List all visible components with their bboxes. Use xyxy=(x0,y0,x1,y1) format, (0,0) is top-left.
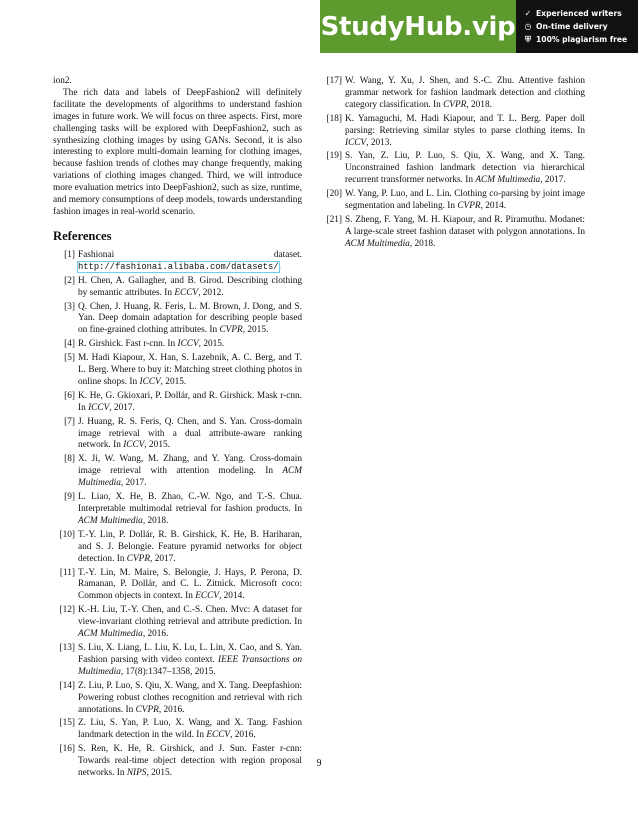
reference-details: . xyxy=(278,261,281,272)
reference-number: [7] xyxy=(64,416,75,427)
reference-text xyxy=(345,114,585,148)
banner-features xyxy=(516,0,638,53)
reference-details: , 2013. xyxy=(366,137,392,148)
reference-authors-title: M. Hadi Kiapour, X. Han, S. Lazebnik, A. C. Berg, and T. L. Berg. Where to buy it: Matching street clothing photos in online shops. In xyxy=(78,353,302,387)
reference-authors-title: T.-Y. Lin, P. Dollár, R. B. Girshick, K. He, B. Hariharan, and S. J. Belongie. Feature pyramid networks for object detection. In xyxy=(78,529,302,564)
reference-number: [2] xyxy=(64,275,75,286)
reference-details: , 2016. xyxy=(230,730,256,741)
reference-number: [13] xyxy=(59,642,75,653)
reference-number: [6] xyxy=(64,390,75,401)
reference-item xyxy=(53,718,302,742)
reference-text xyxy=(78,339,224,349)
banner-feature xyxy=(524,7,638,20)
reference-url-link[interactable]: http://fashionai.alibaba.com/datasets/ xyxy=(78,261,279,272)
reference-text xyxy=(78,417,302,451)
reference-venue: ACM Multimedia xyxy=(345,238,410,249)
reference-authors-title: T.-Y. Lin, M. Maire, S. Belongie, J. Hays, P. Perona, D. Ramanan, P. Dollár, and C. L. Zitnick. Microsoft coco: Common objects in context. In xyxy=(78,567,302,602)
check-icon: ✓ xyxy=(524,9,532,18)
reference-text xyxy=(78,530,302,564)
reference-authors-title: R. Girshick. Fast r-cnn. In xyxy=(78,339,178,350)
reference-text xyxy=(78,681,302,715)
reference-number: [9] xyxy=(64,492,75,503)
reference-authors-title: S. Zheng, F. Yang, M. H. Kiapour, and R. Piramuthu. Modanet: A large-scale street fashion dataset with polygon annotations. In xyxy=(345,214,585,237)
reference-number: [1] xyxy=(64,249,75,260)
reference-venue: ICCV xyxy=(345,137,367,148)
reference-text xyxy=(78,718,302,740)
reference-number: [21] xyxy=(326,214,342,225)
reference-details: , 2017. xyxy=(540,175,566,186)
reference-text xyxy=(78,302,302,336)
reference-venue: ACM Multimedia xyxy=(78,515,143,526)
reference-number: [15] xyxy=(59,718,75,729)
reference-venue: CVPR xyxy=(135,704,159,715)
reference-authors-title: W. Wang, Y. Xu, J. Shen, and S.-C. Zhu. Attentive fashion grammar network for fashion landmark detection and clothing category classification. In xyxy=(345,76,585,110)
reference-authors-title: S. Ren, K. He, R. Girshick, and J. Sun. Faster r-cnn: Towards real-time object detection with region proposal networks. In xyxy=(78,744,302,779)
reference-item xyxy=(53,250,302,274)
reference-number: [11] xyxy=(59,567,75,578)
reference-number: [16] xyxy=(59,744,75,755)
reference-text xyxy=(78,605,302,639)
reference-item xyxy=(53,643,302,679)
reference-list-right xyxy=(320,76,585,251)
studyhub-banner[interactable] xyxy=(320,0,638,53)
reference-details: , 2015. xyxy=(144,440,170,451)
reference-item xyxy=(53,302,302,338)
reference-details: , 17(8):1347–1358, 2015. xyxy=(120,666,216,677)
reference-text xyxy=(78,391,302,413)
banner-feature xyxy=(524,20,638,33)
reference-venue: CVPR xyxy=(443,99,467,110)
reference-item xyxy=(53,276,302,300)
reference-authors-title: S. Yan, Z. Liu, P. Luo, S. Qiu, X. Wang, and X. Tang. Unconstrained fashion landmark detection via hierarchical recurrent transformer networks. In xyxy=(345,151,585,186)
reference-text xyxy=(345,215,585,249)
reference-text xyxy=(78,454,302,488)
reference-authors-title: K.-H. Liu, T.-Y. Chen, and C.-S. Chen. Mvc: A dataset for view-invariant clothing retrieval and attribute prediction. In xyxy=(78,605,302,628)
reference-item xyxy=(53,492,302,528)
reference-text xyxy=(78,353,302,387)
reference-text xyxy=(345,189,585,211)
reference-venue: ICCV xyxy=(88,402,110,413)
reference-details: , 2017. xyxy=(120,478,147,489)
banner-feature-text: On-time delivery xyxy=(536,22,608,31)
reference-details: , 2017. xyxy=(109,402,135,413)
reference-authors-title: Z. Liu, S. Yan, P. Luo, X. Wang, and X. Tang. Fashion landmark detection in the wild. In xyxy=(78,718,302,741)
reference-number: [19] xyxy=(326,151,342,162)
paragraph: The rich data and labels of DeepFashion2 will definitely facilitate the developments of algorithms to understand fashion images in future work. We will focus on three aspects. First, more challenging tasks will be explored with DeepFashion2, such as synthesizing clothing images by using GANs. Second, it is also interesting to explore multi-domain learning for clothing images, because fashion trends of clothes may change frequently, making variations of clothing images changed. Third, we will introduce more evaluation metrics into DeepFashion2, such as size, runtime, and memory consumptions of deep models, towards understanding fashion images in real-world scenario. xyxy=(53,87,302,217)
reference-details: , 2018. xyxy=(466,99,492,110)
reference-number: [18] xyxy=(326,113,342,124)
reference-number: [5] xyxy=(64,353,75,364)
reference-details: , 2014. xyxy=(480,201,507,212)
reference-number: [12] xyxy=(59,605,75,616)
reference-venue: ACM Multimedia xyxy=(78,629,143,640)
reference-item xyxy=(53,417,302,453)
reference-number: [3] xyxy=(64,301,75,312)
reference-item xyxy=(320,215,585,251)
reference-details: , 2018. xyxy=(409,238,436,249)
reference-authors-title: X. Ji, W. Wang, M. Zhang, and Y. Yang. Cross-domain image retrieval with attention modeling. In xyxy=(78,454,302,477)
banner-feature-text: 100% plagiarism free xyxy=(536,35,628,44)
reference-authors-title: L. Liao, X. He, B. Zhao, C.-W. Ngo, and T.-S. Chua. Interpretable multimodal retrieval for fashion products. In xyxy=(78,492,302,514)
reference-text xyxy=(78,568,302,602)
conclusion-text xyxy=(53,76,302,219)
reference-venue: CVPR xyxy=(457,201,481,212)
reference-venue: ICCV xyxy=(177,339,199,350)
right-column xyxy=(320,76,585,253)
reference-authors-title: S. Liu, X. Liang, L. Liu, K. Lu, L. Lin, X. Cao, and S. Yan. Fashion parsing with video context. xyxy=(78,642,302,665)
references-heading: References xyxy=(53,228,112,243)
reference-details: , 2017. xyxy=(150,553,176,564)
reference-item xyxy=(320,189,585,213)
reference-list-left xyxy=(53,250,302,780)
reference-authors-title: H. Chen, A. Gallagher, and B. Girod. Describing clothing by semantic attributes. In xyxy=(78,275,302,298)
reference-authors-title: K. He, G. Gkioxari, P. Dollár, and R. Girshick. Mask r-cnn. In xyxy=(78,390,302,413)
page-number: 9 xyxy=(316,758,322,769)
reference-details: , 2015. xyxy=(242,325,269,336)
reference-number: [8] xyxy=(64,454,75,465)
reference-venue: CVPR xyxy=(126,553,151,564)
reference-venue: NIPS xyxy=(126,768,147,779)
reference-venue: ACM Multimedia xyxy=(475,175,541,186)
reference-venue: ECCV xyxy=(195,591,219,602)
reference-venue: ECCV xyxy=(206,730,231,741)
reference-text xyxy=(78,492,302,526)
reference-details: , 2015. xyxy=(198,339,225,350)
reference-authors-title: Z. Liu, P. Luo, S. Qiu, X. Wang, and X. Tang. Deepfashion: Powering robust clothes recognition and retrieval with rich annotations. In xyxy=(78,680,302,715)
reference-venue: ECCV xyxy=(174,287,199,298)
reference-venue: ACM Multimedia xyxy=(78,466,302,489)
reference-item xyxy=(53,681,302,717)
reference-number: [17] xyxy=(326,76,342,86)
reference-number: [10] xyxy=(59,529,75,540)
reference-details: , 2015. xyxy=(160,376,187,387)
reference-number: [4] xyxy=(64,339,75,350)
reference-text xyxy=(78,643,302,677)
reference-item xyxy=(53,605,302,641)
reference-details: , 2018. xyxy=(142,515,169,526)
reference-authors-title: W. Yang, P. Luo, and L. Lin. Clothing co-parsing by joint image segmentation and labeling. In xyxy=(345,189,585,212)
left-column xyxy=(53,76,302,782)
reference-details: , 2014. xyxy=(219,591,245,602)
reference-authors-title: Q. Chen, J. Huang, R. Feris, L. M. Brown, J. Dong, and S. Yan. Deep domain adaptation for describing people based on fine-grained clothing attributes. In xyxy=(78,301,302,336)
reference-details: , 2015. xyxy=(146,768,173,779)
reference-item xyxy=(320,76,585,112)
reference-venue: ICCV xyxy=(139,376,161,387)
reference-item xyxy=(53,391,302,415)
reference-item xyxy=(53,568,302,604)
reference-text xyxy=(78,276,302,298)
reference-authors-title: Fashionai dataset. xyxy=(78,249,302,260)
reference-text xyxy=(345,76,585,110)
banner-feature-text: Experienced writers xyxy=(536,9,622,18)
shield-icon: ⛨ xyxy=(525,35,531,44)
banner-feature xyxy=(524,33,638,46)
reference-authors-title: K. Yamaguchi, M. Hadi Kiapour, and T. L. Berg. Paper doll parsing: Retrieving similar styles to parse clothing items. In xyxy=(345,113,585,136)
reference-details: , 2012. xyxy=(198,287,224,298)
clock-icon: ◷ xyxy=(524,22,532,31)
reference-venue: ICCV xyxy=(123,440,145,451)
reference-number: [14] xyxy=(59,680,75,691)
reference-authors-title: J. Huang, R. S. Feris, Q. Chen, and S. Yan. Cross-domain image retrieval with a dual attribute-aware ranking network. In xyxy=(78,416,302,451)
reference-item xyxy=(320,114,585,150)
paragraph: ion2. xyxy=(53,76,72,86)
reference-venue: CVPR xyxy=(219,325,243,336)
studyhub-logo[interactable]: StudyHub.vip xyxy=(320,0,516,53)
reference-text xyxy=(345,151,585,185)
reference-item xyxy=(53,339,302,351)
reference-text xyxy=(78,250,302,272)
reference-item xyxy=(53,530,302,566)
reference-item xyxy=(53,454,302,490)
reference-venue: IEEE Transactions on Multimedia xyxy=(78,654,302,677)
reference-item xyxy=(320,151,585,187)
reference-number: [20] xyxy=(326,189,342,200)
reference-details: , 2016. xyxy=(142,629,169,640)
reference-item xyxy=(53,353,302,389)
reference-details: , 2016. xyxy=(158,704,185,715)
